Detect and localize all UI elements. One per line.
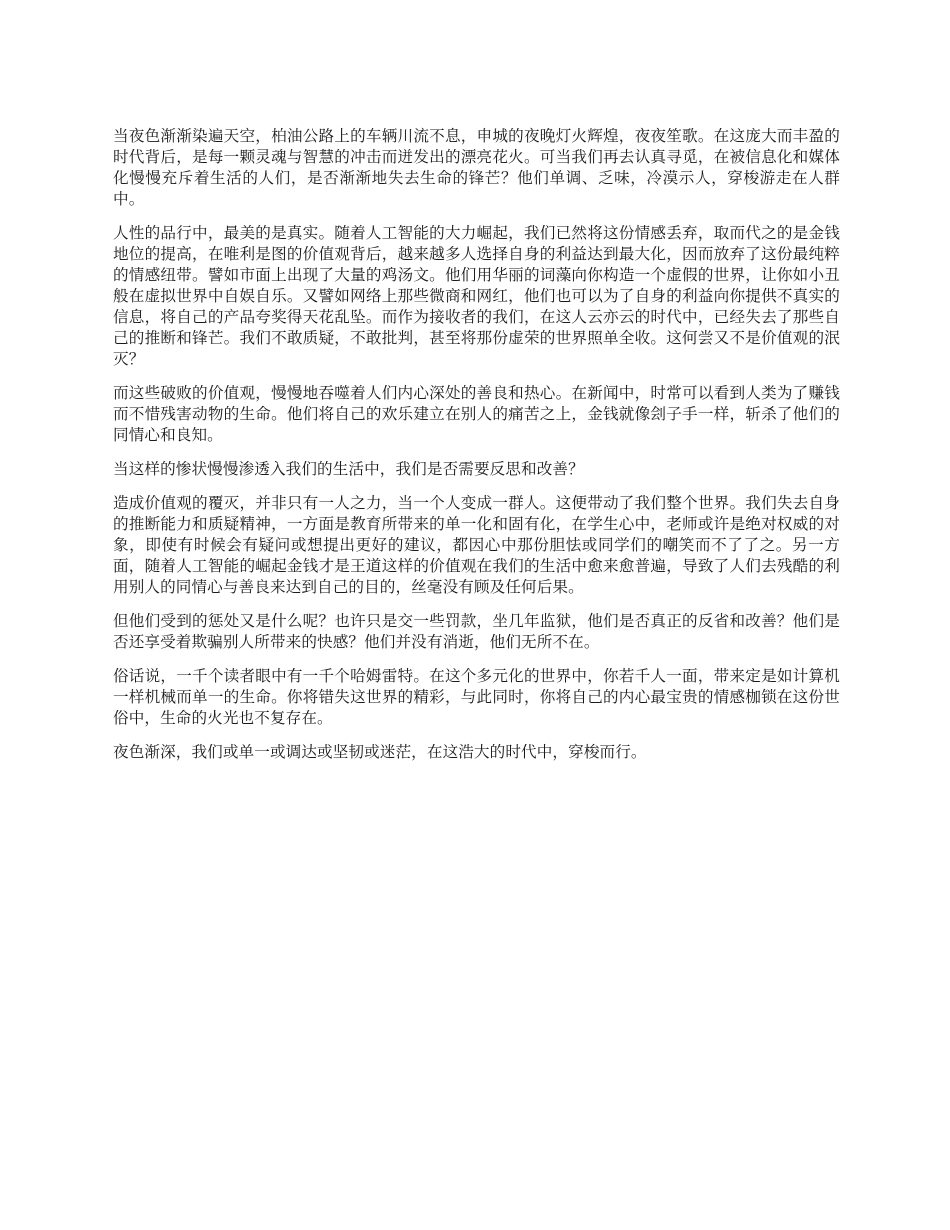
- paragraph-6: 但他们受到的惩处又是什么呢？也许只是交一些罚款，坐几年监狱，他们是否真正的反省和改善？他们是否还享受着欺骗别人所带来的快感？他们并没有消逝，他们无所不在。: [113, 612, 840, 651]
- document-body: [113, 126, 840, 776]
- paragraph-2: 人性的品行中，最美的是真实。随着人工智能的大力崛起，我们已然将这份情感丢弃，取而代之的是金钱地位的提高，在唯利是图的价值观背后，越来越多人选择自身的利益达到最大化，因而放弃了这份最纯粹的情感纽带。譬如市面上出现了大量的鸡汤文。他们用华丽的词藻向你构造一个虚假的世界，让你如小丑般在虚拟世界中自娱自乐。又譬如网络上那些微商和网红，他们也可以为了自身的利益向你提供不真实的信息，将自己的产品夸奖得天花乱坠。而作为接收者的我们，在这人云亦云的时代中，已经失去了那些自己的推断和锋芒。我们不敢质疑，不敢批判，甚至将那份虚荣的世界照单全收。这何尝又不是价值观的泯灭？: [113, 224, 840, 368]
- paragraph-3: 而这些破败的价值观，慢慢地吞噬着人们内心深处的善良和热心。在新闻中，时常可以看到人类为了赚钱而不惜残害动物的生命。他们将自己的欢乐建立在别人的痛苦之上，金钱就像刽子手一样，斩杀了他们的同情心和良知。: [113, 384, 840, 444]
- paragraph-1: 当夜色渐渐染遍天空，柏油公路上的车辆川流不息，申城的夜晚灯火辉煌，夜夜笙歌。在这庞大而丰盈的时代背后，是每一颗灵魂与智慧的冲击而迸发出的漂亮花火。可当我们再去认真寻觅，在被信息化和媒体化慢慢充斥着生活的人们，是否渐渐地失去生命的锋芒？他们单调、乏味，冷漠示人，穿梭游走在人群中。: [113, 127, 840, 208]
- paragraph-8: 夜色渐深，我们或单一或调达或坚韧或迷茫，在这浩大的时代中，穿梭而行。: [113, 743, 647, 761]
- paragraph-7: 俗话说，一千个读者眼中有一千个哈姆雷特。在这个多元化的世界中，你若千人一面，带来定是如计算机一样机械而单一的生命。你将错失这世界的精彩，与此同时，你将自己的内心最宝贵的情感枷锁在这份世俗中，生命的火光也不复存在。: [113, 667, 840, 727]
- paragraph-5: 造成价值观的覆灭，并非只有一人之力，当一个人变成一群人。这便带动了我们整个世界。我们失去自身的推断能力和质疑精神，一方面是教育所带来的单一化和固有化，在学生心中，老师或许是绝对权威的对象，即使有时候会有疑问或想提出更好的建议，都因心中那份胆怯或同学们的嘲笑而不了了之。另一方面，随着人工智能的崛起金钱才是王道这样的价值观在我们的生活中愈来愈普遍，导致了人们去残酷的利用别人的同情心与善良来达到自己的目的，丝毫没有顾及任何后果。: [113, 494, 840, 596]
- paragraph-4: 当这样的惨状慢慢渗透入我们的生活中，我们是否需要反思和改善？: [113, 460, 584, 478]
